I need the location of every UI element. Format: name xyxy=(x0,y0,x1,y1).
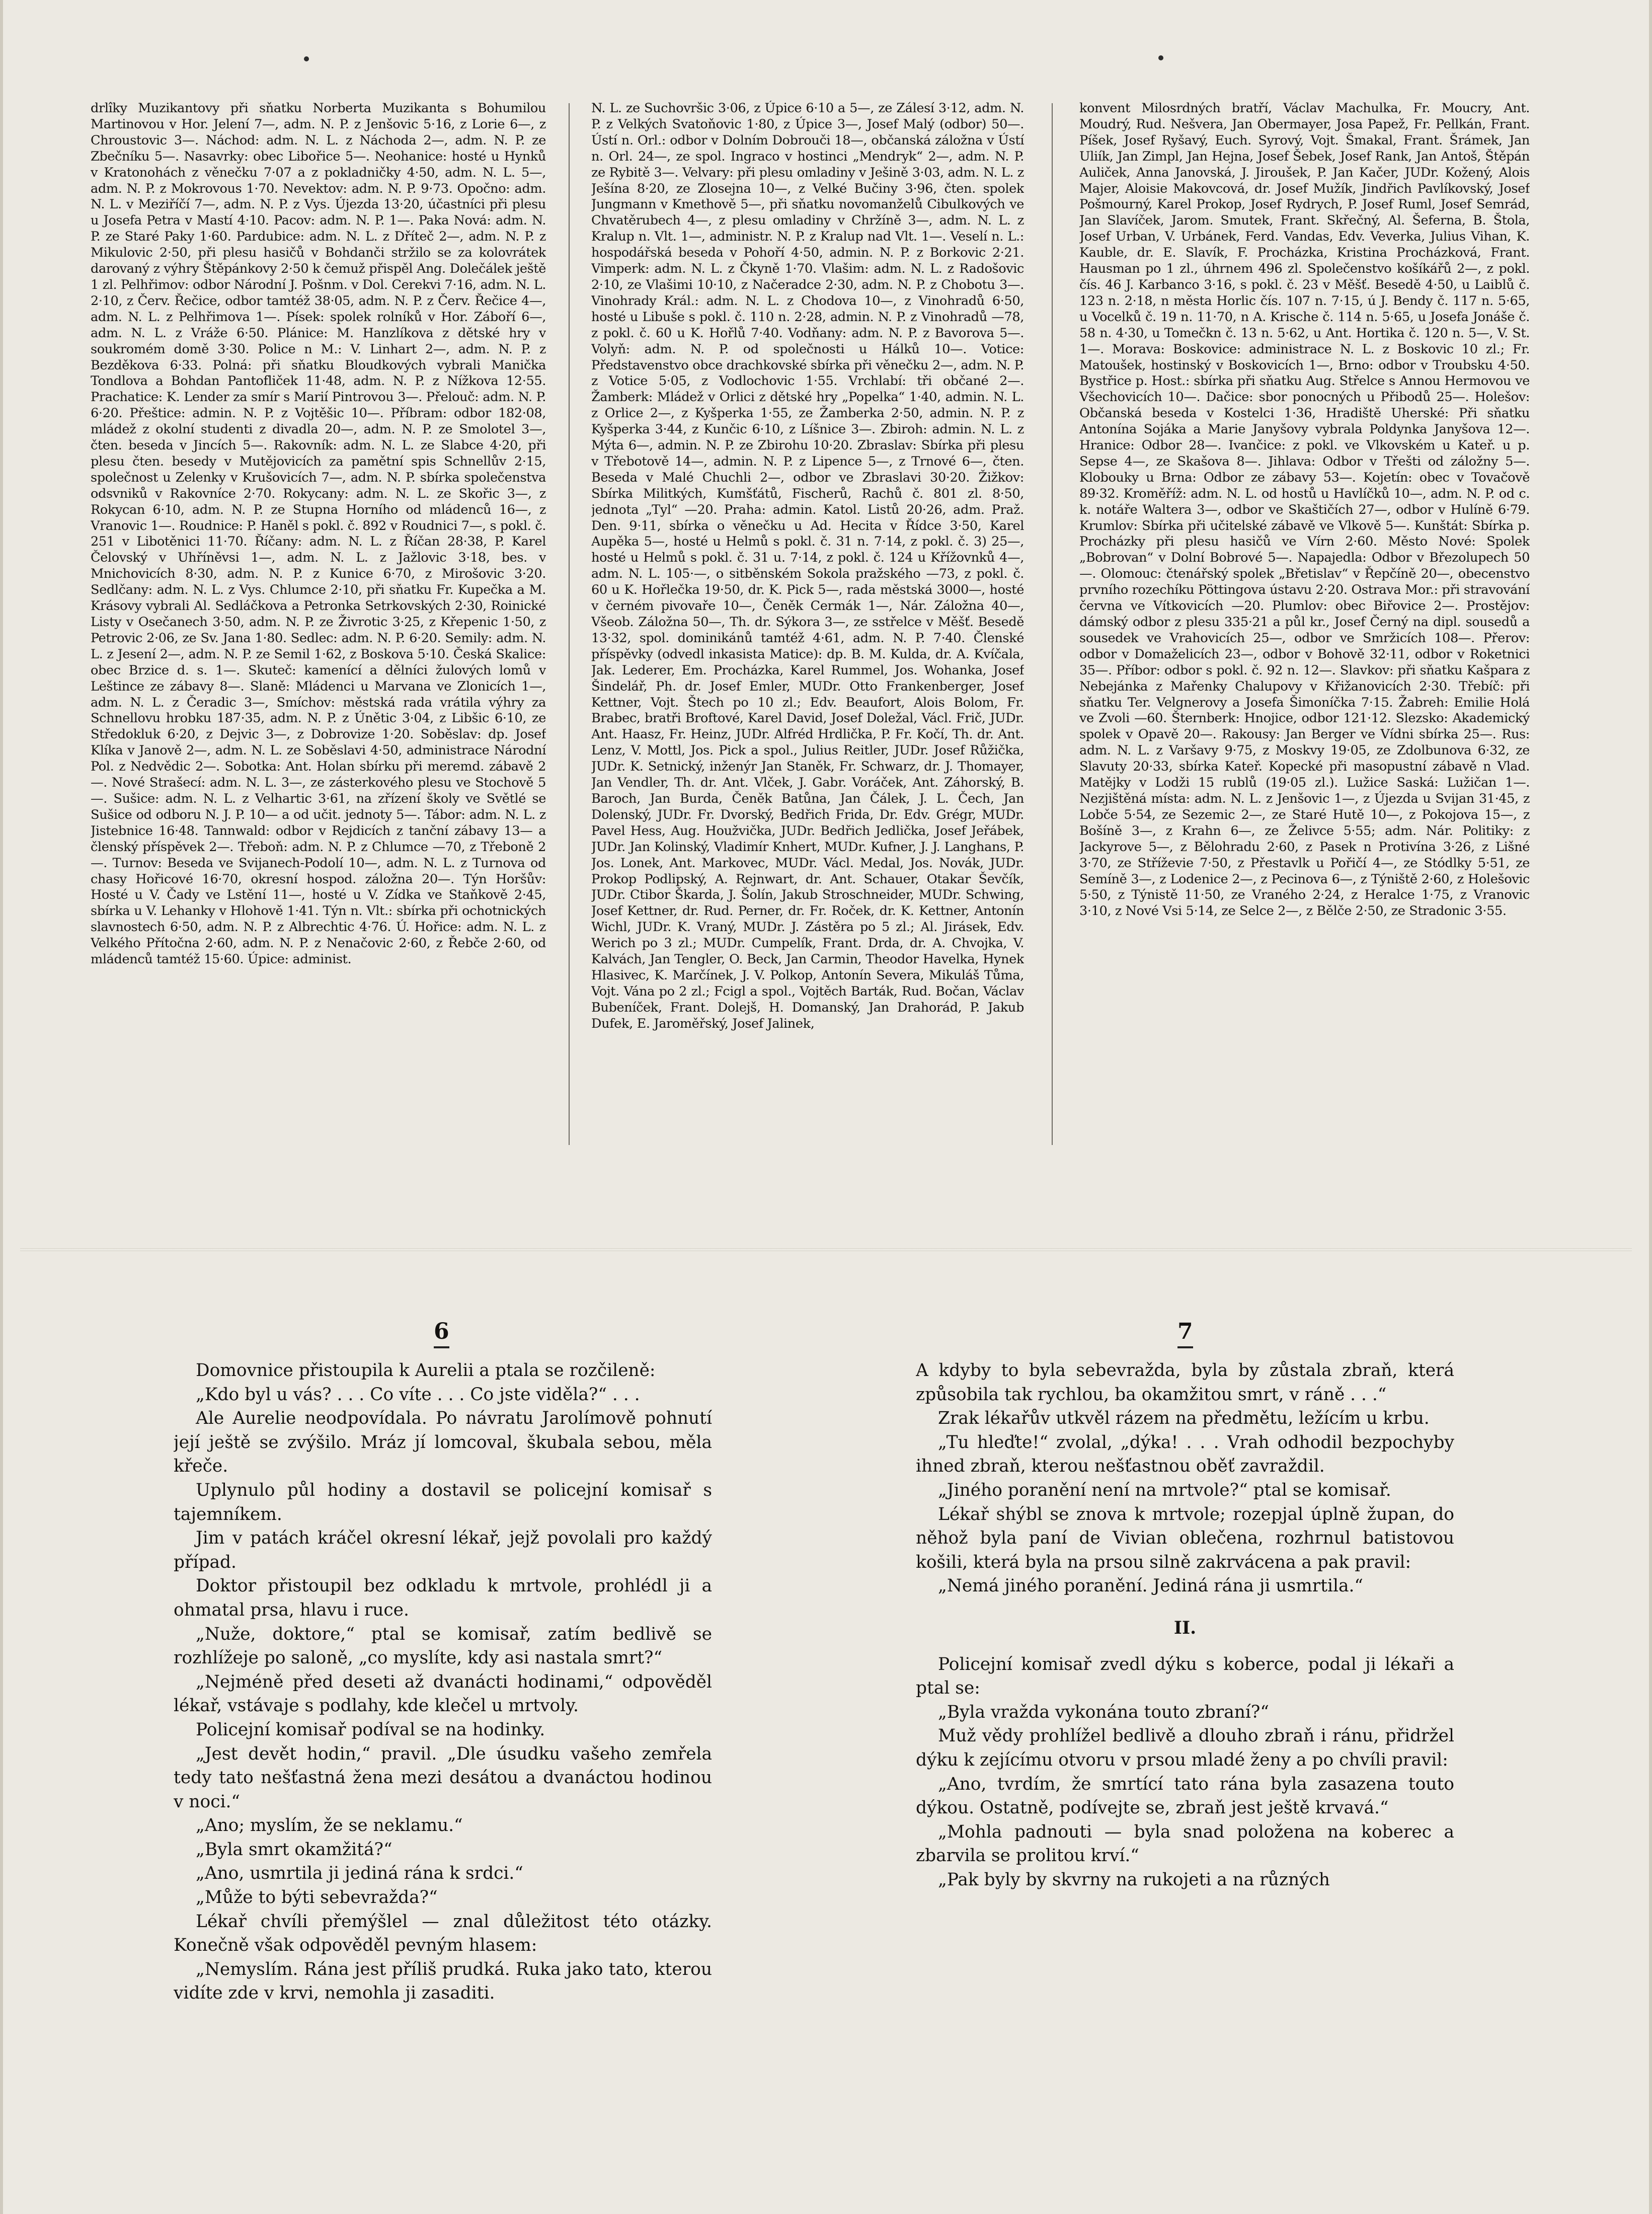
story-paragraph: „Nejméně před deseti až dvanácti hodinami,“ odpověděl lékař, vstávaje s podlahy, kde klečel u mrtvoly. xyxy=(174,1671,712,1716)
section-heading: II. xyxy=(1173,1618,1197,1638)
scan-edge-left xyxy=(0,0,3,2214)
column-rule xyxy=(1052,103,1053,1145)
page-number-right xyxy=(1177,1319,1193,1348)
story-paragraph: Ale Aurelie neodpovídala. Po návratu Jarolímově pohnutí její ještě se zvýšilo. Mráz jí lomcoval, škubala sebou, měla křeče. xyxy=(174,1408,712,1477)
story-paragraph: „Ano, usmrtila ji jediná rána k srdci.“ xyxy=(196,1863,523,1884)
scan-speck xyxy=(1158,55,1163,60)
donation-list-column-1 xyxy=(91,101,546,1148)
story-paragraph: „Jiného poranění není na mrtvole?“ ptal se komisař. xyxy=(938,1480,1391,1500)
story-paragraph: Lékař chvíli přemýšlel — znal důležitost této otázky. Konečně však odpověděl pevným hlasem: xyxy=(174,1911,712,1956)
story-paragraph: „Tu hleďte!“ zvolal, „dýka! . . . Vrah odhodil bezpochyby ihned zbraň, kterou nešťastnou oběť zavraždil. xyxy=(916,1432,1454,1477)
page-fold xyxy=(20,1248,1632,1251)
story-paragraph: Policejní komisař podíval se na hodinky. xyxy=(196,1719,545,1740)
story-paragraph: Lékař shýbl se znova k mrtvole; rozepjal úplně župan, do něhož byla paní de Vivian oblečena, rozhrnul batistovou košili, která byla na prsou silně zakrvácena a pak pravil: xyxy=(916,1504,1454,1572)
scan-edge-right xyxy=(1649,0,1652,2214)
story-paragraph: A kdyby to byla sebevražda, byla by zůstala zbraň, která způsobila tak rychlou, ba okamžitou smrt, v ráně . . .“ xyxy=(916,1360,1454,1405)
page-number-rule xyxy=(1177,1346,1193,1348)
story-paragraph: Uplynulo půl hodiny a dostavil se policejní komisař s tajemníkem. xyxy=(174,1480,712,1524)
story-paragraph: „Pak byly by skvrny na rukojeti a na různých xyxy=(938,1869,1330,1890)
story-paragraph: Domovnice přistoupila k Aurelii a ptala se rozčileně: xyxy=(196,1360,656,1381)
story-paragraph: „Jest devět hodin,“ pravil. „Dle úsudku vašeho zemřela tedy tato nešťastná žena mezi desátou a dvanáctou hodinou v noci.“ xyxy=(174,1743,712,1812)
scan-speck xyxy=(304,56,309,61)
story-paragraph: „Ano; myslím, že se neklamu.“ xyxy=(196,1815,463,1836)
column-rule xyxy=(569,103,570,1145)
story-paragraph: „Nuže, doktore,“ ptal se komisař, zatím bedlivě se rozhlížeje po saloně, „co myslíte, kdy asi nastala smrt?“ xyxy=(174,1624,712,1668)
donation-list-column-3 xyxy=(1079,101,1530,1148)
story-paragraph: „Byla vražda vykonána touto zbraní?“ xyxy=(938,1702,1269,1722)
donation-text: konvent Milosrdných bratří, Václav Machulka, Fr. Moucry, Ant. Moudrý, Rud. Nešvera, Jan Obermayer, Josa Papež, Fr. Pellkán, Frant. Píšek, Josef Ryšavý, Euch. Syrový, Vojt. Šmakal, Frant. Šrámek, Jan Uliík, Jan Zimpl, Jan Hejna, Josef Šebek, Josef Rank, Jan Antoš, Štěpán Auliček, Anna Janovská, J. Jiroušek, P. Jan Kačer, JUDr. Kožený, Alois Majer, Aloisie Makovcová, dr. Josef Mužík, Jindřich Pavlíkovský, Josef Pošmourný, Karel Prokop, Josef Rydrych, P. Josef Ruml, Josef Semrád, Jan Slavíček, Jarom. Smutek, Frant. Skřečný, Al. Šeferna, B. Štola, Josef Urban, V. Urbánek, Ferd. Vandas, Edv. Veverka, Julius Vihan, K. Kauble, dr. E. Slavík, F. Procházka, Kristina Procházková, Frant. Hausman po 1 zl., úhrnem 496 zl. Společenstvo košíkářů 2—, z pokl. čís. 46 J. Karbanco 3·16, s pokl. č. 23 v Měšť. Besedě 4·50, u Laiblů č. 123 n. 2·18, n města Horlic čís. 107 n. 7·15, ú J. Bendy č. 117 n. 5·65, u Vocelků č. 19 n. 11·70, n A. Krische č. 114 n. 5·65, u Josefa Jonáše č. 58 n. 4·30, u Tomečkn č. 13 n. 5·62, u Ant. Hortika č. 120 n. 5—, V. St. 1—. Morava: Boskovice: administrace N. L. z Boskovic 10 zl.; Fr. Matoušek, hostinský v Boskovicích 1—, Brno: odbor v Troubsku 4·50. Bystřice p. Host.: sbírka při sňatku Aug. Střelce s Annou Hermovou ve Všechovicích 10—. Dačice: sbor ponocných u Přibodů 25—. Holešov: Občanská beseda v Kostelci 1·36, Hradiště Uherské: Při sňatku Antonína Sojáka a Marie Janyšovy vybrala Poldynka Janyšova 12—. Hranice: Odbor 28—. Ivančice: z pokl. ve Vlkovském u Kateř. u p. Sepse 4—, ze Skašova 8—. Jihlava: Odbor v Třešti od záložny 5—. Klobouky u Brna: Odbor ze zábavy 53—. Kojetín: obec v Tovačově 89·32. Kroměříž: adm. N. L. od hostů u Havlíčků 10—, adm. N. P. od c. k. notáře Waltera 3—, odbor ve Skaštičích 27—, odbor v Hulíně 6·79. Krumlov: Sbírka při učitelské zábavě ve Vlkově 5—. Kunštát: Sbírka p. Procházky při plesu hasičů ve Vírn 2·60. Město Nové: Spolek „Bobrovan“ v Dolní Bobrové 5—. Napajedla: Odbor v Březolupech 50—. Olomouc: čtenářský spolek „Břetislav“ v Řepčíně 20—, obecenstvo prvního rozechíku Pöttingova ústavu 2·20. Ostrava Mor.: při stravování června ve Vítkovicích —20. Plumlov: obec Biřovice 2—. Prostějov: dámský odbor z plesu 335·21 a půl kr., Josef Černý na dipl. sousedů a sousedek ve Vrahovicích 25—, odbor ve Smržicích 108—. Přerov: odbor v Domaželicích 23—, odbor v Bohově 32·11, odbor v Roketnici 35—. Příbor: odbor s pokl. č. 92 n. 12—. Slavkov: při sňatku Kašpara z Nebejánka z Mařenky Chalupovy v Křižanovicích 2·30. Třebíč: při sňatku Ter. Velgnerovy a Josefa Šimoníčka 7·15. Žabreh: Emilie Holá ve Zvoli —60. Šternberk: Hnojice, odbor 121·12. Slezsko: Akademický spolek v Opavě 20—. Rakousy: Jan Berger ve Vídni sbírka 25—. Rus: adm. N. L. z Varšavy 9·75, z Moskvy 19·05, ze Zdolbunova 6·32, ze Slavuty 20·33, sbírka Kateř. Kopecké při masopustní zábavě n Vlad. Matějky v Lodži 15 rublů (19·05 zl.). Lužice Saská: Lužičan 1—. Nezjištěná místa: adm. N. L. z Jenšovic 1—, z Újezda u Svijan 31·45, z Lobče 5·54, ze Sezemic 2—, ze Staré Hutě 10—, z Pokojova 15—, z Bošíně 3—, z Krahn 6—, ze Želivce 5·55; adm. Nár. Politiky: z Jackyrove 5—, z Bělohradu 2·60, z Pasek n Protivína 3·26, z Lišné 3·70, ze Stříževie 7·50, z Přestavlk u Pořičí 4—, ze Stódlky 5·51, ze Semíně 3—, z Lodenice 2—, z Pecinova 6—, z Týniště 2·60, z Holešovic 5·50, z Týnistě 11·50, ze Vraného 2·24, z Heralce 1·75, z Vranovic 3·10, z Nové Vsi 5·14, ze Selce 2—, z Bělče 2·50, ze Stradonic 3·55. xyxy=(1079,101,1530,919)
donation-text: drlîky Muzikantovy při sňatku Norberta Muzikanta s Bohumilou Martinovou v Hor. Jelení 7—, adm. N. P. z Jenšovic 5·16, z Lorie 6—, z Chroustovic 3—. Náchod: adm. N. L. z Náchoda 2—, adm. N. P. ze Zbečníku 5—. Nasavrky: obec Libořice 5—. Neohanice: hosté u Hynků v Kratonohách z věnečku 7·07 a z pokladničky 4·50, adm. N. L. 5—, adm. N. P. z Mokrovous 1·70. Nevektov: adm. N. P. 9·73. Opočno: adm. N. L. v Meziříčí 7—, adm. N. P. z Vys. Újezda 13·20, účastníci při plesu u Josefa Petra v Mastí 4·10. Pacov: adm. N. P. 1—. Paka Nová: adm. N. P. ze Staré Paky 1·60. Pardubice: adm. N. L. z Dříteč 2—, adm. N. P. z Mikulovic 2·50, při plesu hasičů v Bohdanči stržilo se za kolovrátek darovaný z výhry Štěpánkovy 2·50 k čemuž přispěl Ang. Dolečálek ještě 1 zl. Pelhřimov: odbor Národní J. Pošnm. v Dol. Cerekvi 7·16, adm. N. L. 2·10, z Červ. Řečice, odbor tamtéž 38·05, adm. N. P. z Červ. Řečice 4—, adm. N. L. z Pelhřimova 1—. Písek: spolek rolníků v Hor. Záboří 6—, adm. N. L. z Vráže 6·50. Plánice: M. Hanzlíkova z dětské hry v soukromém domě 3·30. Police n M.: V. Linhart 2—, adm. N. P. z Bezděkova 6·33. Polná: při sňatku Bloudkových vybrali Manička Tondlova a Bohdan Pantofliček 11·48, adm. N. P. z Nížkova 12·55. Prachatice: K. Lender za smír s Marií Pintrovou 3—. Přelouč: adm. N. P. 6·20. Přeštice: admin. N. P. z Vojtěšic 10—. Příbram: odbor 182·08, mládež z okolní studenti z divadla 20—, adm. N. P. ze Smolotel 3—, čten. beseda v Jincích 5—. Rakovník: adm. N. L. ze Slabce 4·20, při plesu čten. besedy v Mutějovicích za pamětní spis Schnellův 2·15, společnost u Zelenky v Krušovicích 7—, adm. N. P. sbírka společenstva odsvniků v Rakovníce 2·70. Rokycany: adm. N. L. ze Skořic 3—, z Rokycan 6·10, adm. N. P. ze Stupna Horního od mládenců 16—, z Vranovic 1—. Roudnice: P. Haněl s pokl. č. 892 v Roudnici 7—, s pokl. č. 251 v Libotěnici 11·70. Říčany: adm. N. L. z Říčan 28·38, P. Karel Čelovský v Uhříněvsi 1—, adm. N. L. z Jažlovic 3·18, bes. v Mnichovicích 8·30, adm. N. P. z Kunice 6·70, z Mirošovic 3·20. Sedlčany: adm. N. L. z Vys. Chlumce 2·10, při sňatku Fr. Kupečka a M. Krásovy vybrali Al. Sedláčkova a Petronka Setrkovských 2·30, Roinické Listy v Osečanech 3·50, adm. N. P. ze Živrotic 3·25, z Křepenic 1·50, z Petrovic 2·06, ze Sv. Jana 1·80. Sedlec: adm. N. P. 6·20. Semily: adm. N. L. z Jesení 2—, adm. N. P. ze Semil 1·62, z Boskova 5·10. Česká Skalice: obec Brzice d. s. 1—. Skuteč: kamenící a dělníci žulových lomů v Leštince ze zábavy 8—. Slaně: Mládenci u Marvana ve Zlonicích 1—, adm. N. L. z Čeradic 3—, Smíchov: městská rada vrátila výhry za Schnellovu hrobku 187·35, adm. N. P. z Únětic 3·04, z Libšic 6·10, ze Středokluk 6·20, z Dejvic 3—, z Dobrovize 1·20. Soběslav: dp. Josef Klíka v Janově 2—, adm. N. L. ze Soběslavi 4·50, administrace Národní Pol. z Nedvědic 2—. Sobotka: Ant. Holan sbírku při meremd. zábavě 2—. Nové Strašecí: adm. N. L. 3—, ze zásterkového plesu ve Stochově 5—. Sušice: adm. N. L. z Velhartic 3·61, na zřízení školy ve Světlé se Sušice od odboru N. J. P. 10— a od učit. jednoty 5—. Tábor: adm. N. L. z Jistebnice 16·48. Tannwald: odbor v Rejdicích z tanční zábavy 13— a členský příspěvek 2—. Třeboň: adm. N. P. z Chlumce —70, z Třeboně 2—. Turnov: Beseda ve Svijanech-Podolí 10—, adm. N. L. z Turnova od chasy Hořicové 16·70, okresní hospod. záložna 20—. Týn Horšův: Hosté u V. Čady ve Lstění 11—, hosté u V. Zídka ve Staňkově 2·45, sbírka u V. Lehanky v Hlohově 1·41. Týn n. Vlt.: sbírka při ochotnických slavnostech 6·50, adm. N. P. z Albrechtic 4·76. Ú. Hořice: adm. N. L. z Velkého Přítočna 2·60, adm. N. P. z Nenačovic 2·60, z Řebče 2·60, od mládenců tamtéž 15·60. Úpice: administ. xyxy=(91,101,546,967)
story-paragraph: „Mohla padnouti — byla snad položena na koberec a zbarvila se prolitou krví.“ xyxy=(916,1821,1454,1866)
donation-list-column-2 xyxy=(591,101,1024,1148)
story-paragraph: „Může to býti sebevražda?“ xyxy=(196,1887,438,1908)
page-number-rule xyxy=(434,1346,449,1348)
story-paragraph: „Ano, tvrdím, že smrtící tato rána byla zasazena touto dýkou. Ostatně, podívejte se, zbraň jest ještě krvavá.“ xyxy=(916,1774,1454,1818)
story-paragraph: Doktor přistoupil bez odkladu k mrtvole, prohlédl ji a ohmatal prsa, hlavu i ruce. xyxy=(174,1576,712,1620)
story-paragraph: „Byla smrt okamžitá?“ xyxy=(196,1839,392,1860)
story-paragraph: „Kdo byl u vás? . . . Co víte . . . Co jste viděla?“ . . . xyxy=(196,1384,640,1405)
story-paragraph: Policejní komisař zvedl dýku s koberce, podal ji lékaři a ptal se: xyxy=(916,1654,1454,1699)
story-paragraph: „Nemyslím. Rána jest příliš prudká. Ruka jako tato, kterou vidíte zde v krvi, nemohla ji zasaditi. xyxy=(174,1959,712,2004)
story-paragraph: Zrak lékařův utkvěl rázem na předmětu, ležícím u krbu. xyxy=(938,1408,1430,1429)
page-number-text: 6 xyxy=(434,1319,449,1344)
page-number-text: 7 xyxy=(1177,1319,1193,1344)
page-number-left xyxy=(434,1319,449,1348)
donation-text: N. L. ze Suchovršic 3·06, z Úpice 6·10 a 5—, ze Zálesí 3·12, adm. N. P. z Velkých Svatoňovic 1·80, z Úpice 3—, Josef Malý (odbor) 50—. Ústí n. Orl.: odbor v Dolním Dobrouči 18—, občanská záložna v Ústí n. Orl. 24—, ze spol. Ingraco v hostinci „Mendryk“ 2—, adm. N. P. ze Rybitě 3—. Velvary: při plesu omladiny v Ješině 3·03, adm. N. L. z Ješína 8·20, ze Zlosejna 10—, z Velké Bučiny 3·96, čten. spolek Jungmann v Kmethově 5—, při sňatku novomanželů Cibulkových ve Chvatěrubech 4—, z plesu omladiny v Chržíně 3—, adm. N. L. z Kralup n. Vlt. 1—, administr. N. P. z Kralup nad Vlt. 1—. Veselí n. L.: hospodářská beseda v Pohoří 4·50, admin. N. P. z Borkovic 2·21. Vimperk: adm. N. L. z Čkyně 1·70. Vlašim: adm. N. L. z Radošovic 2·10, ze Vlašimi 10·10, z Načeradce 2·30, adm. N. P. z Chobotu 3—. Vinohrady Král.: adm. N. L. z Chodova 10—, z Vinohradů 6·50, hosté u Libuše s pokl. č. 110 n. 2·28, admin. N. P. z Vinohradů —78, z pokl. č. 60 u K. Hořlů 7·40. Vodňany: adm. N. P. z Bavorova 5—. Volyň: adm. N. P. od společnosti u Hálků 10—. Votice: Představenstvo obce drachkovské sbírka při věnečku 2—, adm. N. P. z Votice 5·05, z Vodlochovic 1·55. Vrchlabí: tři občané 2—. Žamberk: Mládež v Orlici z dětské hry „Popelka“ 1·40, admin. N. L. z Orlice 2—, z Kyšperka 1·55, ze Žamberka 2·50, admin. N. P. z Kyšperka 3·44, z Kunčic 6·10, z Líšnice 3—. Zbiroh: admin. N. L. z Mýta 6—, admin. N. P. ze Zbirohu 10·20. Zbraslav: Sbírka při plesu v Třebotově 14—, admin. N. P. z Lipence 5—, z Trnové 6—, čten. Beseda v Malé Chuchli 2—, odbor ve Zbraslavi 30·20. Žižkov: Sbírka Militkých, Kumšťátů, Fischerů, Rachů č. 801 zl. 8·50, jednota „Tyl“ —20. Praha: admin. Katol. Listů 20·26, adm. Praž. Den. 9·11, sbírka o věnečku u Ad. Hecita v Řídce 3·50, Karel Aupěka 5—, hosté u Helmů s pokl. č. 31 n. 7·14, z pokl. č. 3) 25—, hosté u Helmů s pokl. č. 31 u. 7·14, z pokl. č. 124 u Křížovnků 4—, adm. N. L. 105·—, o sitběnském Sokola pražského —73, z pokl. č. 60 u K. Hořlečka 19·50, dr. K. Pick 5—, rada městská 3000—, hosté v černém pivovaře 10—, Čeněk Cermák 1—, Nár. Záložna 40—, Všeob. Záložna 50—, Th. dr. Sýkora 3—, ze sstřelce v Měšť. Besedě 13·32, spol. dominikánů tamtéž 4·61, adm. N. P. 7·40. Členské příspěvky (odvedl inkasista Matice): dp. B. M. Kulda, dr. A. Kvíčala, Jak. Lederer, Em. Procházka, Karel Rummel, Jos. Wohanka, Josef Šindelář, Ph. dr. Josef Emler, MUDr. Otto Frankenberger, Josef Kettner, Vojt. Štech po 10 zl.; Edv. Beaufort, Alois Bolom, Fr. Brabec, bratři Broftové, Karel David, Josef Doležal, Václ. Frič, JUDr. Ant. Haasz, Fr. Heinz, JUDr. Alfréd Hrdlička, P. Fr. Kočí, Th. dr. Ant. Lenz, V. Mottl, Jos. Pick a spol., Julius Reitler, JUDr. Josef Růžička, JUDr. K. Setnický, inženýr Jan Staněk, Fr. Schwarz, dr. J. Thomayer, Jan Vendler, Th. dr. Ant. Vlček, J. Gabr. Voráček, Ant. Záhorský, B. Baroch, Jan Burda, Čeněk Batůna, Jan Čálek, J. L. Čech, Jan Dolenský, JUDr. Fr. Dvorský, Bedřich Frida, Dr. Edv. Grégr, MUDr. Pavel Hess, Aug. Houžvička, JUDr. Bedřich Jedlička, Josef Jeřábek, JUDr. Jan Kolinský, Vladimír Knhert, MUDr. Kufner, J. J. Langhans, P. Jos. Lonek, Ant. Markovec, MUDr. Václ. Medal, Jos. Novák, JUDr. Prokop Podlipský, A. Rejnwart, dr. Ant. Schauer, Otakar Ševčík, JUDr. Ctibor Škarda, J. Šolín, Jakub Stroschneider, MUDr. Schwing, Josef Kettner, dr. Rud. Perner, dr. Fr. Roček, dr. K. Kettner, Antonín Wichl, JUDr. K. Vraný, MUDr. J. Zástěra po 5 zl.; Al. Jirásek, Edv. Werich po 3 zl.; MUDr. Cumpelík, Frant. Drda, dr. A. Chvojka, V. Kalvách, Jan Tengler, O. Beck, Jan Carmin, Theodor Havelka, Hynek Hlasivec, K. Marčínek, J. V. Polkop, Antonín Severa, Mikuláš Tůma, Vojt. Vána po 2 zl.; Fcigl a spol., Vojtěch Barták, Rud. Bočan, Václav Bubeníček, Frant. Dolejš, H. Domanský, Jan Drahorád, P. Jakub Dufek, E. Jaroměřský, Josef Jalinek, xyxy=(591,101,1024,1031)
story-paragraph: Muž vědy prohlížel bedlivě a dlouho zbraň i ránu, přidržel dýku k zejícímu otvoru v prsou mladé ženy a po chvíli pravil: xyxy=(916,1726,1454,1770)
story-page-6 xyxy=(174,1359,712,2159)
story-paragraph: „Nemá jiného poranění. Jediná rána ji usmrtila.“ xyxy=(938,1576,1363,1596)
story-page-7 xyxy=(916,1359,1454,2159)
story-paragraph: Jim v patách kráčel okresní lékař, jejž povolali pro každý případ. xyxy=(174,1528,712,1572)
